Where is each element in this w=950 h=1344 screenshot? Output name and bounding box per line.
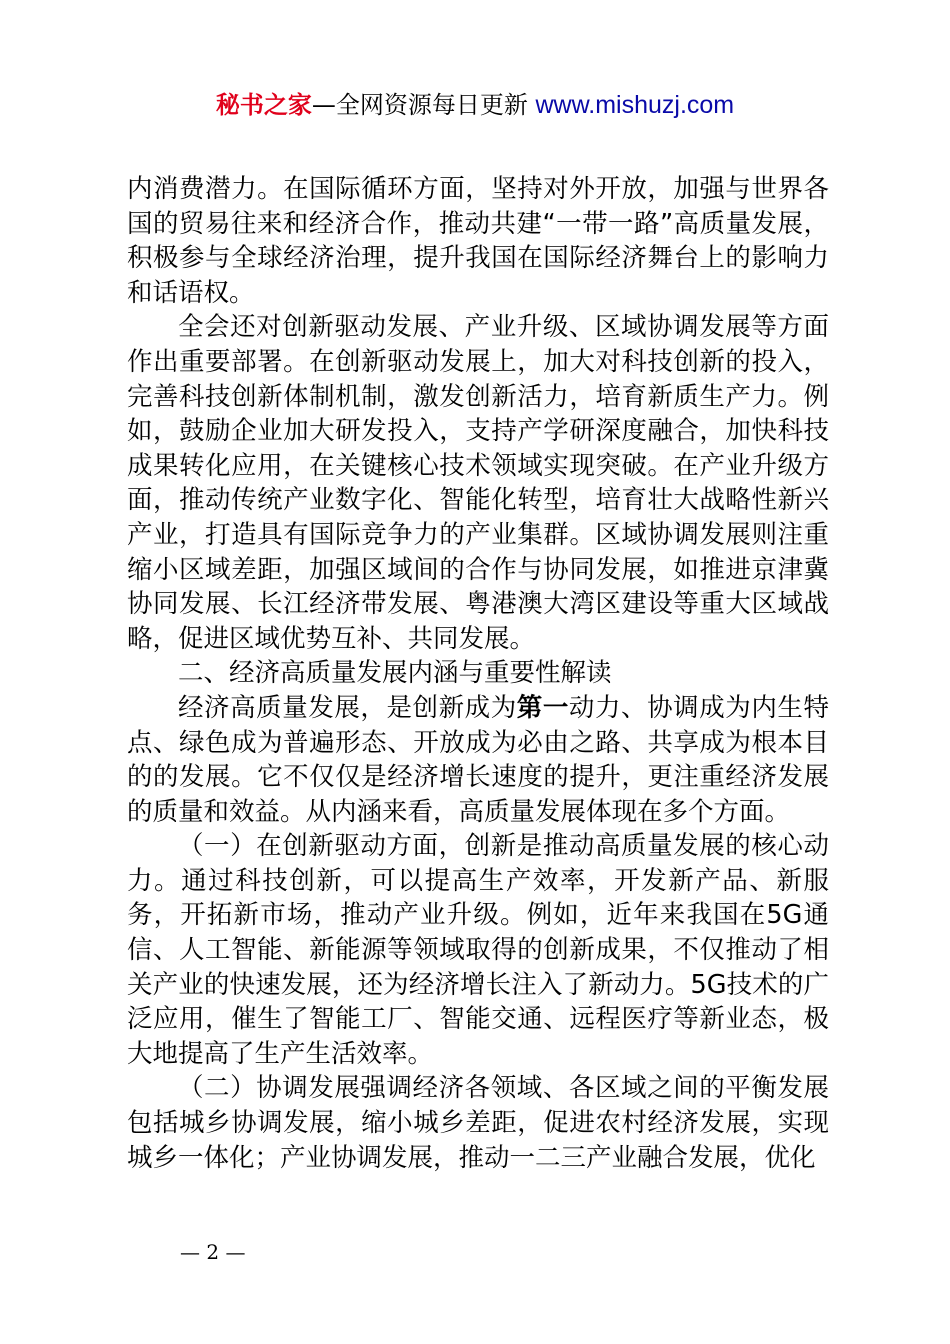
paragraph-3 xyxy=(127,691,829,829)
bold-phrase: 第一 xyxy=(516,692,569,723)
section-heading: 二、经济高质量发展内涵与重要性解读 xyxy=(178,658,612,689)
paragraph-4: （一）在创新驱动方面，创新是推动高质量发展的核心动力。通过科技创新，可以提高生产效率，开发新产品、新服务，开拓新市场，推动产业升级。例如，近年来我国在5G通信、人工智能、新能源等领域取得的创新成果，不仅推动了相关产业的快速发展，还为经济增长注入了新动力。5G技术的广泛应用，催生了智能工厂、智能交通、远程医疗等新业态，极大地提高了生产生活效率。 xyxy=(127,831,829,1069)
page-header xyxy=(0,88,950,122)
paragraph-5: （二）协调发展强调经济各领域、各区域之间的平衡发展包括城乡协调发展，缩小城乡差距，促进农村经济发展，实现城乡一体化；产业协调发展，推动一二三产业融合发展，优化 xyxy=(127,1073,829,1173)
paragraph-1: 内消费潜力。在国际循环方面，坚持对外开放，加强与世界各国的贸易往来和经济合作，推动共建“一带一路”高质量发展，积极参与全球经济治理，提升我国在国际经济舞台上的影响力和话语权。 xyxy=(127,174,829,308)
paragraph-3-start: 经济高质量发展，是创新成为 xyxy=(178,692,517,723)
page-number: — 2 — xyxy=(180,1240,246,1264)
paragraph-3-end: 动力、协调成为内生特点、绿色成为普遍形态、开放成为必由之路、共享成为根本目的的发展。它不仅仅是经济增长速度的提升，更注重经济发展的质量和效益。从内涵来看，高质量发展体现在多个方面。 xyxy=(127,692,829,827)
site-url-link[interactable]: www.mishuzj.com xyxy=(535,91,735,119)
brand-name: 秘书之家 xyxy=(215,91,312,119)
document-body xyxy=(127,172,829,1175)
header-tagline: —全网资源每日更新 xyxy=(311,91,536,119)
paragraph-2: 全会还对创新驱动发展、产业升级、区域协调发展等方面作出重要部署。在创新驱动发展上，加大对科技创新的投入，完善科技创新体制机制，激发创新活力，培育新质生产力。例如，鼓励企业加大研发投入，支持产学研深度融合，加快科技成果转化应用，在关键核心技术领域实现突破。在产业升级方面，推动传统产业数字化、智能化转型，培育壮大战略性新兴产业，打造具有国际竞争力的产业集群。区域协调发展则注重缩小区域差距，加强区域间的合作与协同发展，如推进京津冀协同发展、长江经济带发展、粤港澳大湾区建设等重大区域战略，促进区域优势互补、共同发展。 xyxy=(127,312,829,654)
